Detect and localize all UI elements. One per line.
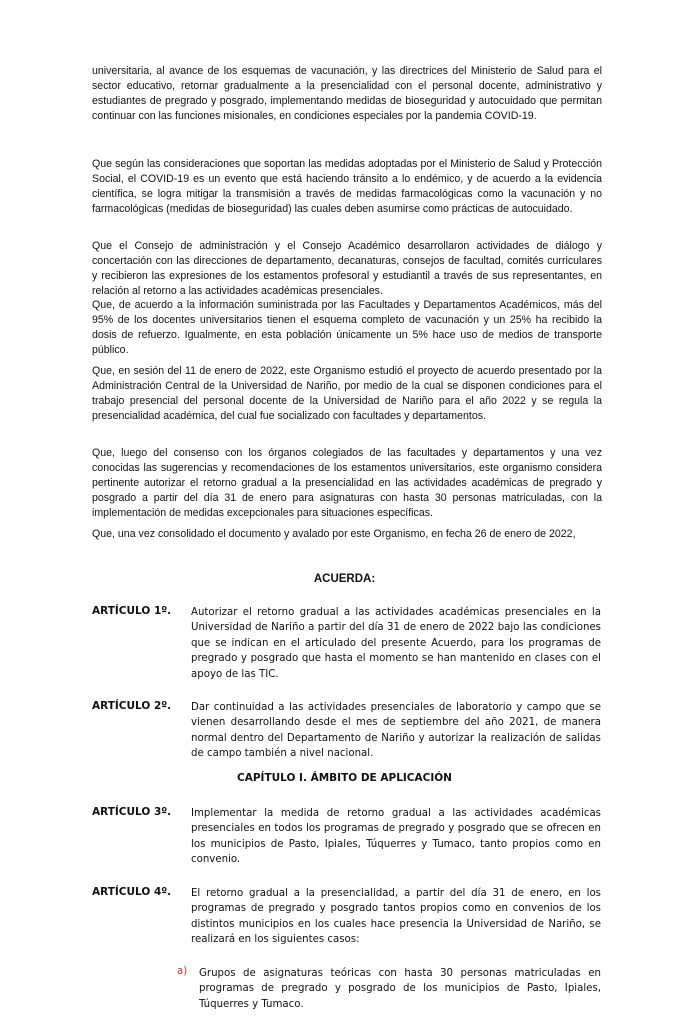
article-2-text: Dar continuidad a las actividades presenciales de laboratorio y campo que se vienen desarrollando desde el mes de septiembre del año 2021, de manera normal dentro del Departamento de Nariño y autorizar la realización de salidas de campo también a nivel nacional. <box>191 702 601 760</box>
paragraph-consensus: Que, luego del consenso con los órganos colegiados de las facultades y departamentos y una vez conocidas las sugerencias y recomendaciones de los estamentos universitarios, este organismo considera pertinente autorizar el retorno gradual a la presencialidad en las actividades académicas de pregrado y posgrado a partir del día 31 de enero para asignaturas con hasta 30 personas matriculadas, con la implementación de medidas excepcionales para situaciones específicas. <box>92 447 602 519</box>
article-1-text: Autorizar el retorno gradual a las actividades académicas presenciales en la Universidad de Nariño a partir del día 31 de enero de 2022 bajo las condiciones que se indican en el articulado del presente Acuerdo, para los programas de pregrado y posgrado que hasta el momento se han mantenido en clases con el apoyo de las TIC. <box>191 607 601 680</box>
paragraph-consolidated: Que, una vez consolidado el documento y avalado por este Organismo, en fecha 26 de enero de 2022, <box>92 528 576 540</box>
paragraph-vaccination: Que, de acuerdo a la información suministrada por las Facultades y Departamentos Académicos, más del 95% de los docentes universitarios tienen el esquema completo de vacunación y un 25% ha recibido la dosis de refuerzo. Igualmente, en esta población únicamente un 5% hace uso de medios de transporte público. <box>92 299 602 356</box>
acuerda-heading: ACUERDA: <box>313 573 376 585</box>
article-2-label: ARTÍCULO 2º. <box>92 700 172 712</box>
paragraph-intro: universitaria, al avance de los esquemas de vacunación, y las directrices del Ministerio de Salud para el sector educativo, retornar gradualmente a la presencialidad con el personal docente, administrativo y estudiantes de pregrado y posgrado, implementando medidas de bioseguridad y autocuidado que permitan continuar con las funciones misionales, en condiciones especiales por la pandemia COVID-19. <box>92 65 602 122</box>
paragraph-considerations: Que según las consideraciones que soportan las medidas adoptadas por el Ministerio de Salud y Protección Social, el COVID-19 es un evento que está haciendo tránsito a lo endémico, y de acuerdo a la evidencia científica, se logra mitigar la transmisión a través de medidas farmacológicas como la vacunación y no farmacológicas (medidas de bioseguridad) las cuales deben asumirse como prácticas de autocuidado. <box>92 158 602 215</box>
article-3-label: ARTÍCULO 3º. <box>92 806 172 818</box>
paragraph-session: Que, en sesión del 11 de enero de 2022, este Organismo estudió el proyecto de acuerdo presentado por la Administración Central de la Universidad de Nariño, por medio de la cual se disponen condiciones para el trabajo presencial del personal docente de la Universidad de Nariño para el año 2022 y se regula la presencialidad académica, del cual fue socializado con facultades y departamentos. <box>92 365 602 422</box>
chapter-heading: CAPÍTULO I. ÁMBITO DE APLICACIÓN <box>237 772 452 784</box>
article-4-text: El retorno gradual a la presencialidad, a partir del día 31 de enero, en los programas de pregrado y posgrado tantos propios como en convenios de los distintos municipios en los cuales hace presencia la Universidad de Nariño, se realizará en los siguientes casos: <box>191 888 601 946</box>
article-3-text: Implementar la medida de retorno gradual a las actividades académicas presenciales en todos los programas de pregrado y posgrado que se ofrecen en los municipios de Pasto, Ipiales, Túquerres y Tumaco, tanto propios como en convenio. <box>191 808 601 866</box>
paragraph-council: Que el Consejo de administración y el Consejo Académico desarrollaron actividades de diálogo y concertación con las direcciones de departamento, decanaturas, consejos de facultad, comités curriculares y recibieron las expresiones de los estamentos profesoral y estudiantil a través de sus representantes, en relación al retorno a las actividades académicas presenciales. <box>92 240 602 297</box>
article-1-label: ARTÍCULO 1º. <box>92 605 172 617</box>
article-4-label: ARTÍCULO 4º. <box>92 886 172 898</box>
list-item-text: Grupos de asignaturas teóricas con hasta 30 personas matriculadas en programas de pregrado y posgrado de los municipios de Pasto, Ipiales, Túquerres y Tumaco. <box>199 968 601 1010</box>
list-item-marker: a) <box>177 966 188 977</box>
